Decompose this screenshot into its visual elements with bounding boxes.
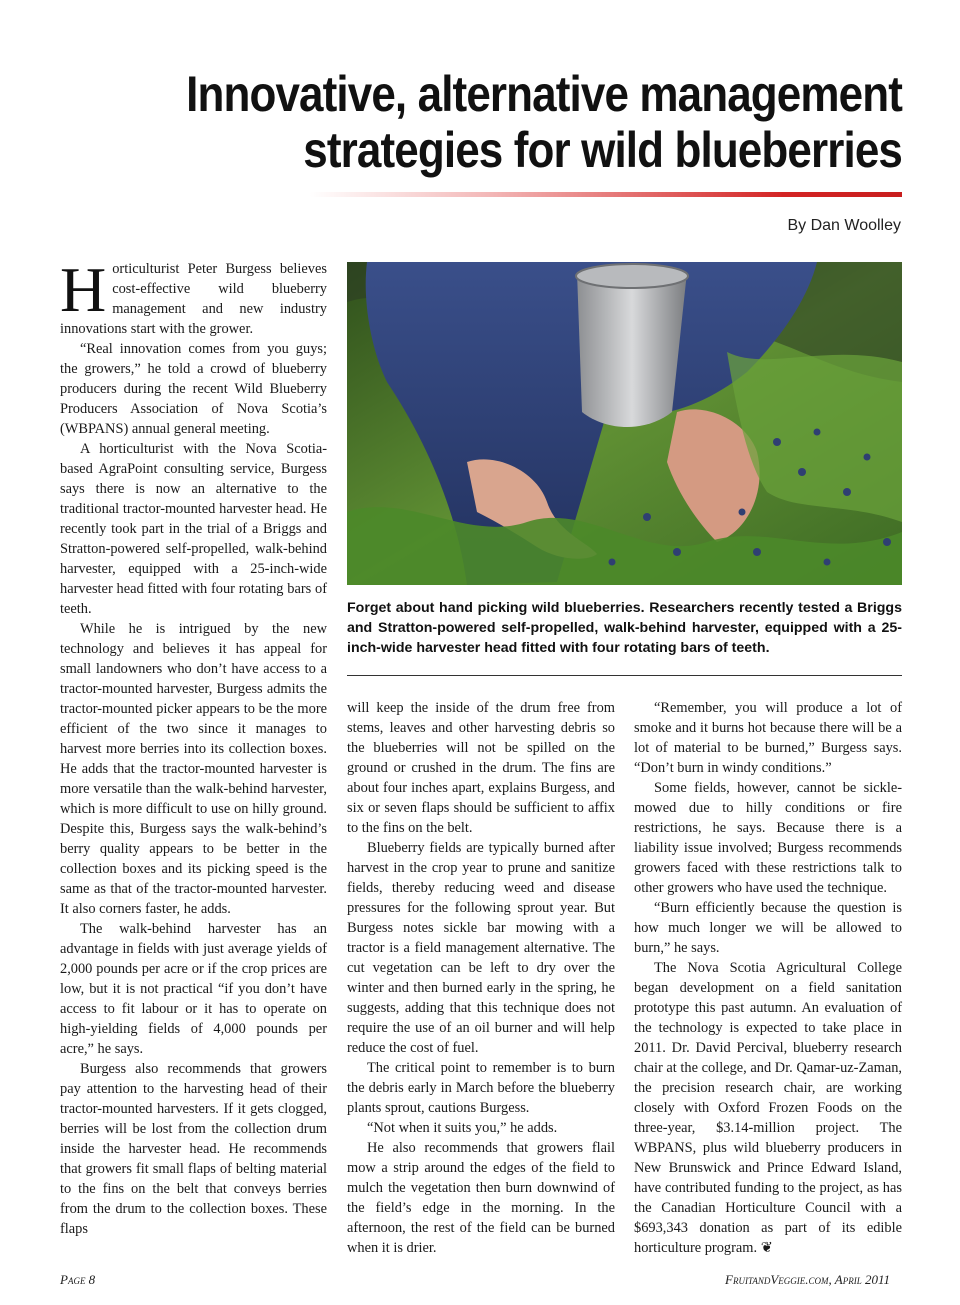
paragraph: A horticulturist with the Nova Scotia-based AgraPoint consulting service, Burgess says there is now an alternative to the traditional tractor-mounted harvester head. He recently took part in the trial of a Briggs and Stratton-powered self-propelled, walk-behind harvester, equipped with a 25-inch-wide harvester head fitted with four rotating bars of teeth.: [60, 441, 327, 617]
paragraph: The walk-behind harvester has an advantage in fields with just average yields of 2,000 pounds per acre or if the crop prices are low, but it is not practical “if you don’t have access to fit labour or it has to operate on high-yielding fields of 4,000 pounds per acre,” he says.: [60, 921, 327, 1057]
photo-caption: Forget about hand picking wild blueberries. Researchers recently tested a Briggs and Stratton-powered self-propelled, walk-behind harvester, equipped with a 25-inch-wide harvester head fitted with four rotating bars of teeth.: [347, 600, 902, 656]
headline-line-1: Innovative, alternative management: [186, 66, 902, 122]
paragraph: The critical point to remember is to burn the debris early in March before the blueberry plants sprout, cautions Burgess.: [347, 1060, 615, 1116]
article-column-2: [347, 698, 615, 1258]
publication-footer: FruitandVeggie.com, April 2011: [725, 1272, 890, 1287]
paragraph: Burgess also recommends that growers pay attention to the harvesting head of their tractor-mounted harvesters. If it gets clogged, berries will be lost from the collection drum inside the harvester head. He recommends that growers fit small flaps of belting material to the fins on the belt that conveys berries from the drum to the collection boxes. These flaps: [60, 1061, 327, 1237]
paragraph: “Remember, you will produce a lot of smoke and it burns hot because there will be a lot of material to be burned,” Burgess says. “Don’t burn in windy conditions.”: [634, 700, 902, 776]
paragraph: “Burn efficiently because the question is how much longer we will be allowed to burn,” he says.: [634, 900, 902, 956]
blueberry-picking-photo: [347, 262, 902, 585]
end-of-article-icon: ❦: [760, 1240, 773, 1256]
byline: By Dan Woolley: [787, 217, 901, 234]
article-column-1: [60, 254, 327, 1239]
paragraph: While he is intrigued by the new technology and believes it has appeal for small landowners who don’t have access to a tractor-mounted harvester, Burgess admits the tractor-mounted picker appears to be the more efficient of the two since it manages to harvest more berries into its collection boxes. He adds that the tractor-mounted harvester is more versatile than the walk-behind harvester, which is more difficult to use on hilly ground. Despite this, Burgess says the walk-behind’s berry quality appears to be better in the collection boxes and its picking speed is the same as that of the tractor-mounted harvester. It also corners faster, he adds.: [60, 621, 327, 917]
article-column-3: [634, 698, 902, 1258]
article-headline: [145, 66, 902, 178]
caption-rule: [347, 675, 902, 676]
paragraph: “Not when it suits you,” he adds.: [367, 1120, 558, 1136]
paragraph: Horticulturist Peter Burgess believes cost-effective wild blueberry management and new industry innovations start with the grower.: [60, 254, 327, 337]
page-number: Page 8: [60, 1272, 96, 1287]
paragraph: will keep the inside of the drum free from stems, leaves and other harvesting debris so the blueberries will not be spilled on the ground or crushed in the drum. The fins are about four inches apart, explains Burgess, and six or seven flaps should be sufficient to affix to the fins on the belt.: [347, 700, 615, 836]
drop-cap: H: [60, 254, 107, 325]
headline-line-2: strategies for wild blueberries: [303, 122, 902, 178]
headline-accent-rule: [310, 192, 902, 197]
paragraph: Blueberry fields are typically burned after harvest in the crop year to prune and sanitize fields, thereby reducing weed and disease pressures for the following sprout year. But Burgess notes sickle bar mowing with a tractor is a field management alternative. The cut vegetation can be left to dry over the winter and then burned early in the spring, he suggests, adding that this technique does not require the use of an oil burner and will help reduce the cost of fuel.: [347, 840, 615, 1056]
paragraph: The Nova Scotia Agricultural College began development on a field sanitation prototype this past autumn. An evaluation of the technology is expected to take place in 2011. Dr. David Percival, blueberry research chair at the college, and Dr. Qamar-uz-Zaman, the precision research chair, are working closely with Oxford Frozen Foods on the three-year, $3.14-million project. The WBPANS, plus wild blueberry producers in New Brunswick and Prince Edward Island, have contributed funding to the project, as has the Canadian Horticulture Council with a $693,343 donation as part of its edible horticulture program. ❦: [634, 960, 902, 1256]
paragraph: Some fields, however, cannot be sickle-mowed due to hilly conditions or fire restrictions, he says. Because there is a liability issue involved; Burgess recommends growers faced with these restrictions talk to other growers who have used the technique.: [634, 780, 902, 896]
paragraph: He also recommends that growers flail mow a strip around the edges of the field to mulch the vegetation then burn downwind of the field’s edge in the morning. In the afternoon, the rest of the field can be burned when it is drier.: [347, 1140, 615, 1256]
paragraph: “Real innovation comes from you guys; the growers,” he told a crowd of blueberry producers during the recent Wild Blueberry Producers Association of Nova Scotia’s (WBPANS) annual general meeting.: [60, 341, 327, 437]
